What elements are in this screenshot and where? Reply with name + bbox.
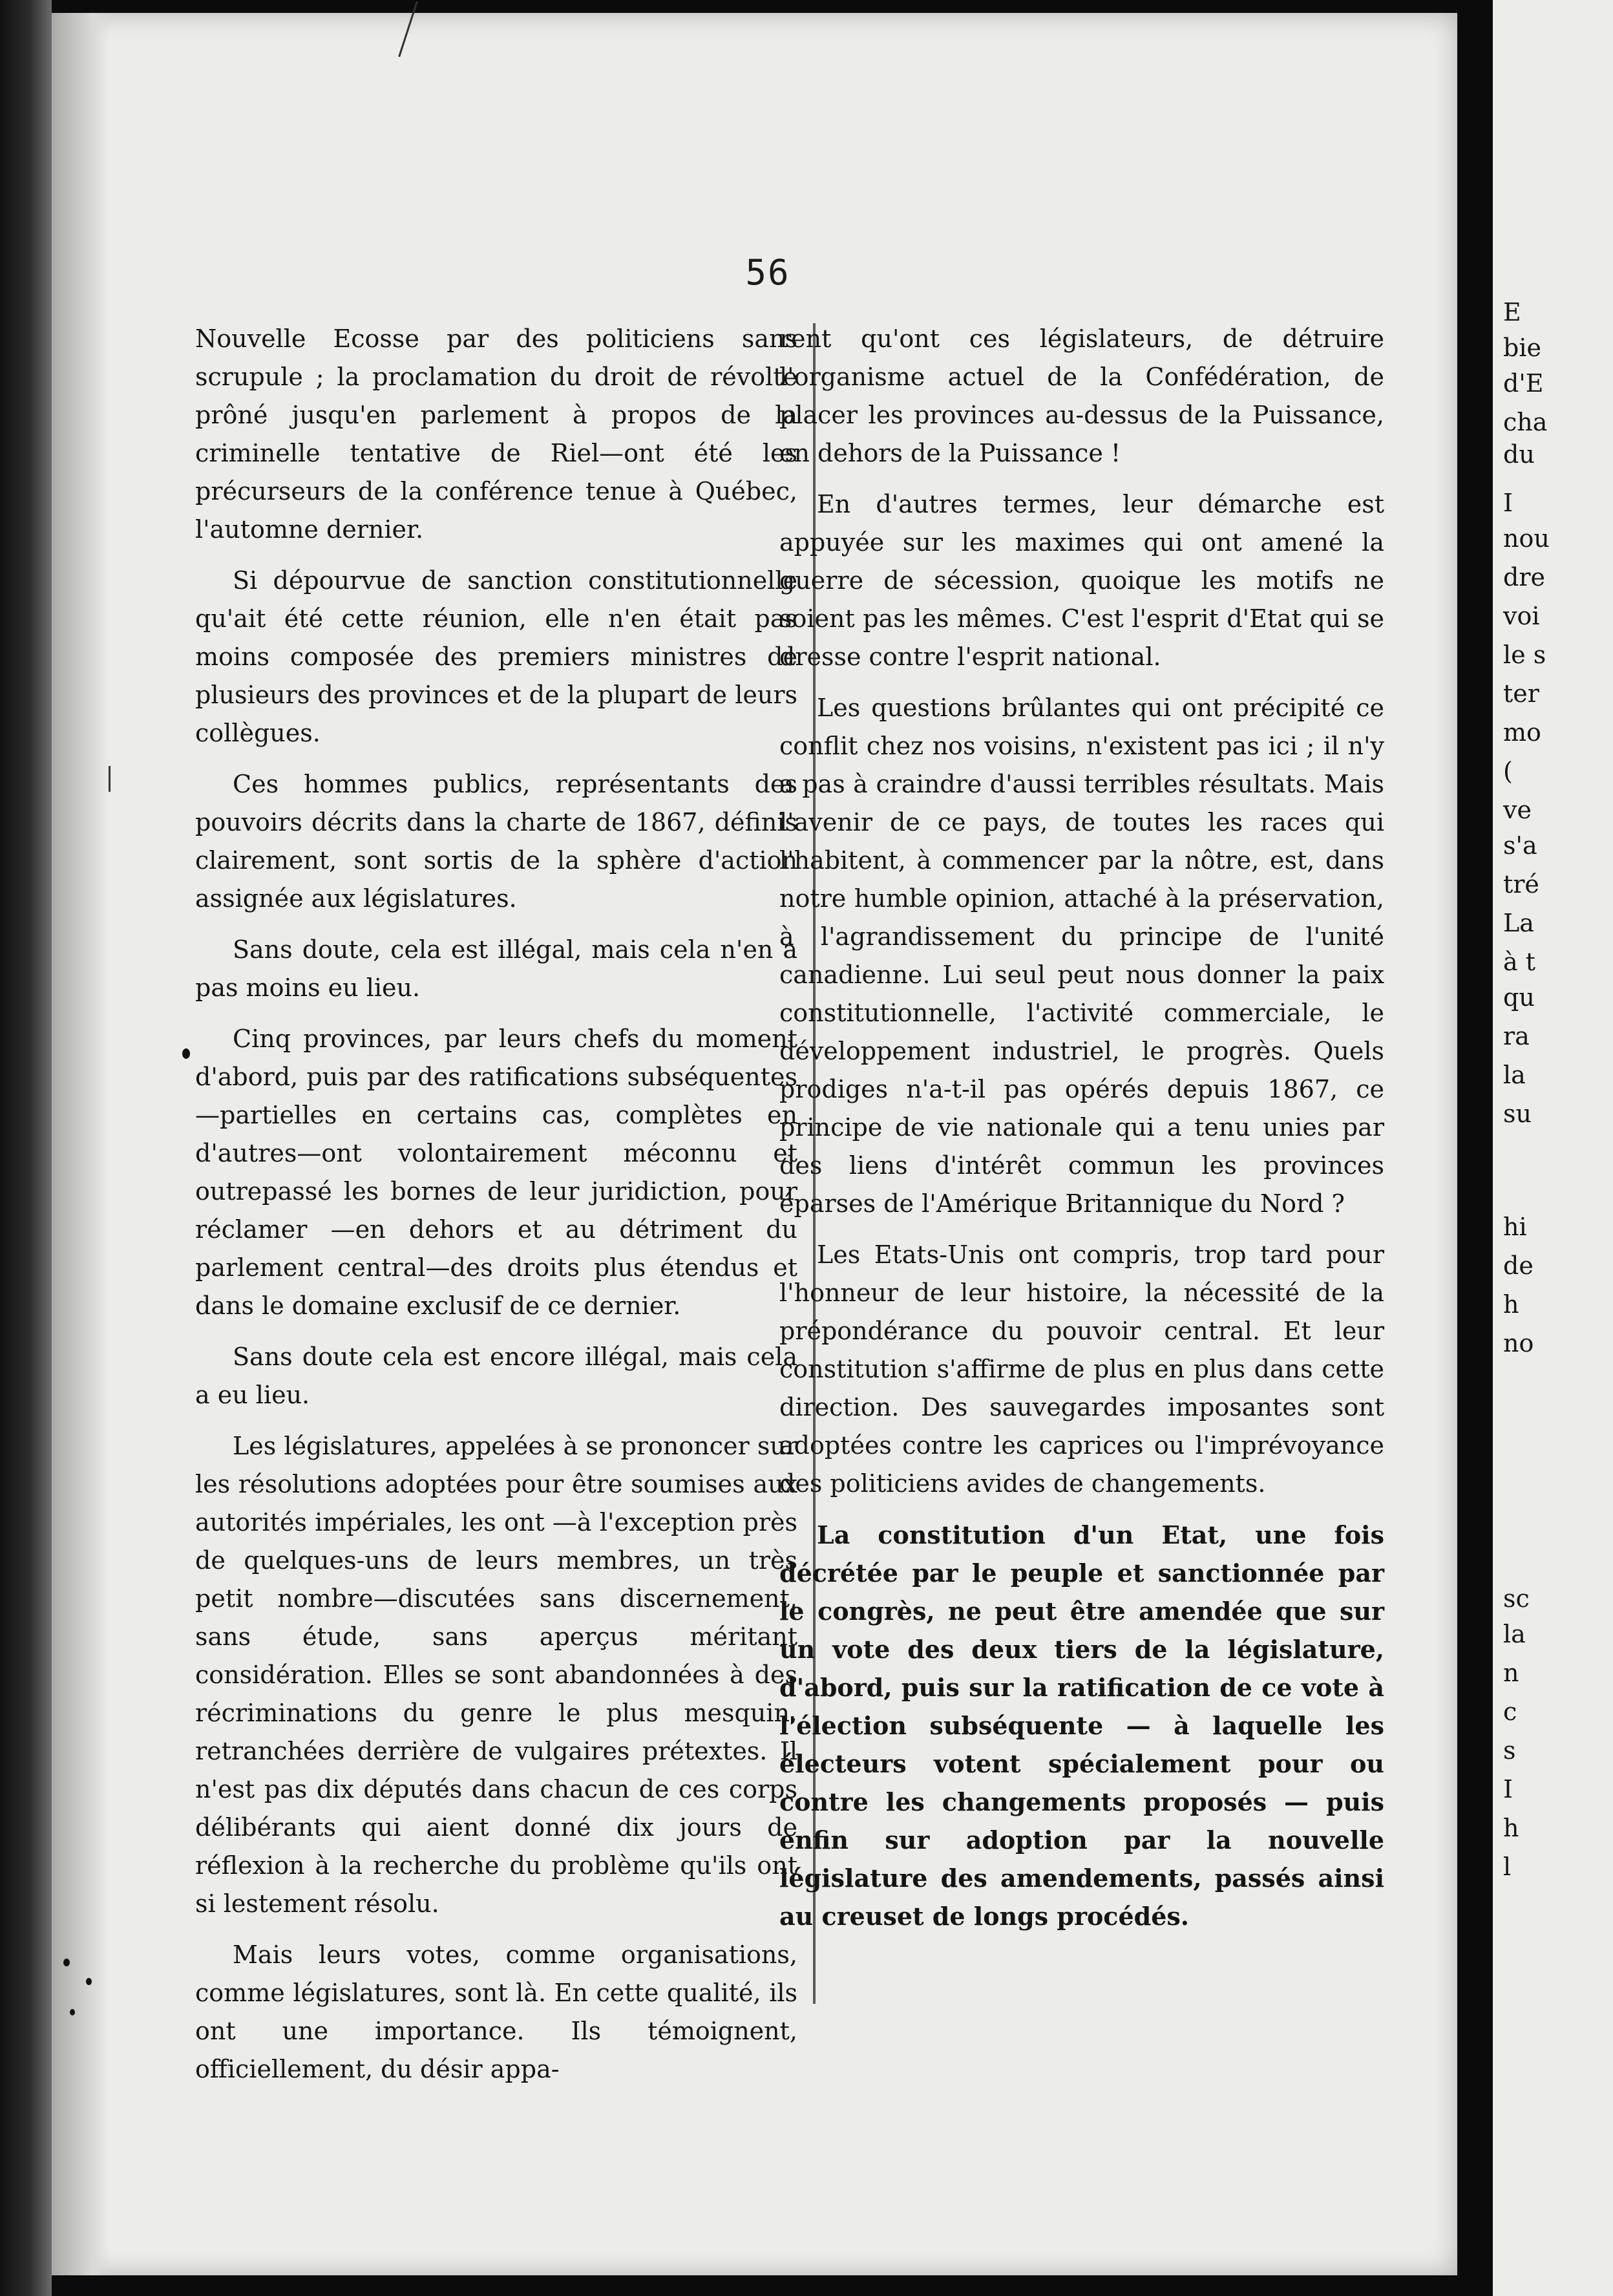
adjacent-page-fragment: dre [1503,563,1545,591]
paragraph: En d'autres termes, leur démarche est appuyée sur les maximes qui ont amené la guerre de sécession, quoique les motifs ne soient pas les mêmes. C'est l'esprit d'Etat qui se dresse contre l'esprit national. [779,490,1384,671]
ink-speck [63,1959,70,1966]
paragraph: Ces hommes publics, représentants des pouvoirs décrits dans la charte de 1867, définis clairement, sont sortis de la sphère d'action assignée aux législatures. [195,770,797,913]
adjacent-page-fragment: c [1503,1697,1517,1726]
adjacent-page-fragment: à t [1503,948,1536,976]
left-column [195,320,797,2101]
ink-speck [182,1048,190,1059]
adjacent-page-fragment: qu [1503,983,1535,1012]
adjacent-page [1493,0,1613,2296]
page-number: 56 [745,252,790,293]
adjacent-page-fragment: l [1503,1853,1512,1881]
adjacent-page-fragment: la [1503,1620,1526,1648]
adjacent-page-fragment: n [1503,1659,1519,1687]
paragraph: Cinq provinces, par leurs chefs du moment d'abord, puis par des ratifications subséquentes—partielles en certains cas, complètes en d'autres—ont volontairement méconnu et outrepassé les bornes de leur juridiction, pour réclamer —en dehors et au détriment du parlement central—des droits plus étendus et dans le domaine exclusif de ce dernier. [195,1025,797,1320]
adjacent-page-fragment: su [1503,1100,1532,1128]
adjacent-page-fragment: voi [1503,602,1540,630]
paragraph: Les Etats-Unis ont compris, trop tard pour l'honneur de leur histoire, la nécessité de la prépondérance du pouvoir central. Et leur constitution s'affirme de plus en plus dans cette direction. Des sauvegardes imposantes sont adoptées contre les caprices ou l'imprévoyance des politiciens avides de changements. [779,1240,1384,1498]
adjacent-page-fragment: I [1503,1775,1513,1803]
adjacent-page-fragment: s [1503,1736,1516,1765]
adjacent-page-text [1499,0,1613,2296]
paragraph: Nouvelle Ecosse par des politiciens sans scrupule ; la proclamation du droit de révolte prôné jusqu'en parlement à propos de la criminelle tentative de Riel—ont été les précurseurs de la conférence tenue à Québec, l'automne dernier. [195,324,797,544]
ink-speck [70,2009,75,2015]
adjacent-page-fragment: d'E [1503,369,1544,398]
adjacent-page-fragment: no [1503,1329,1534,1357]
adjacent-page-fragment: h [1503,1814,1519,1842]
adjacent-page-fragment: le s [1503,641,1546,669]
adjacent-page-fragment: hi [1503,1213,1527,1241]
adjacent-page-fragment: bie [1503,334,1541,362]
adjacent-page-fragment: s'a [1503,831,1537,860]
adjacent-page-fragment: tré [1503,870,1539,898]
paragraph: Sans doute, cela est illégal, mais cela n'en a pas moins eu lieu. [195,935,797,1002]
adjacent-page-fragment: cha [1503,408,1548,436]
adjacent-page-fragment: de [1503,1251,1534,1280]
paragraph: Sans doute cela est encore illégal, mais cela a eu lieu. [195,1343,797,1409]
adjacent-page-fragment: sc [1503,1584,1530,1613]
film-scratch [109,766,111,792]
adjacent-page-fragment: du [1503,440,1535,469]
adjacent-page-fragment: nou [1503,524,1550,553]
adjacent-page-fragment: mo [1503,718,1541,747]
paragraph: rent qu'ont ces législateurs, de détruire l'organisme actuel de la Confédération, de placer les provinces au-dessus de la Puissance, en dehors de la Puissance ! [779,324,1384,467]
paragraph: Les législatures, appelées à se prononcer sur les résolutions adoptées pour être soumises aux autorités impériales, les ont —à l'exception près de quelques-uns de leurs membres, un très petit nombre—discutées sans discernement, sans étude, sans aperçus méritant considération. Elles se sont abandonnées à des récriminations du genre le plus mesquin, retranchées derrière de vulgaires prétextes. Il n'est pas dix députés dans chacun de ces corps délibérants qui aient donné dix jours de réflexion à la recherche du problème qu'ils ont si lestement résolu. [195,1432,797,1918]
adjacent-page-fragment: La [1503,909,1534,937]
paragraph: Mais leurs votes, comme organisations, comme législatures, sont là. En cette qualité, ils ont une importance. Ils témoignent, officiellement, du désir appa- [195,1940,797,2083]
paragraph: Les questions brûlantes qui ont précipité ce conflit chez nos voisins, n'existent pas ici ; il n'y a pas à craindre d'aussi terribles résultats. Mais l'avenir de ce pays, de toutes les races qui l'habitent, à commencer par la nôtre, est, dans notre humble opinion, attaché à la préservation, à l'agrandissement du principe de l'unité canadienne. Lui seul peut nous donner la paix constitutionnelle, l'activité commerciale, le développement industriel, le progrès. Quels prodiges n'a-t-il pas opérés depuis 1867, ce principe de vie nationale qui a tenu unies par des liens d'intérêt commun les provinces éparses de l'Amérique Britannique du Nord ? [779,694,1384,1218]
paragraph: La constitution d'un Etat, une fois décrétée par le peuple et sanctionnée par le congrès, ne peut être amendée que sur un vote des deux tiers de la législature, d'abord, puis sur la ratification de ce vote à l'élection subséquente — à laquelle les électeurs votent spécialement pour ou contre les changements proposés — puis enfin sur adoption par la nouvelle législature des amendements, passés ainsi au creuset de longs procédés. [779,1520,1384,1931]
adjacent-page-fragment: la [1503,1061,1526,1089]
adjacent-page-fragment: I [1503,489,1513,517]
page-gutter [1457,0,1493,2296]
adjacent-page-fragment: ra [1503,1022,1530,1050]
adjacent-page-fragment: h [1503,1290,1519,1319]
adjacent-page-fragment: ter [1503,679,1539,708]
ink-speck [86,1978,92,1985]
film-edge [0,0,52,2296]
adjacent-page-fragment: ( [1503,757,1513,785]
adjacent-page-fragment: E [1503,298,1521,326]
right-column [779,320,1384,1948]
paragraph: Si dépourvue de sanction constitutionnelle qu'ait été cette réunion, elle n'en était pas moins composée des premiers ministres de plusieurs des provinces et de la plupart de leurs collègues. [195,566,797,747]
adjacent-page-fragment: ve [1503,796,1532,824]
page-shadow [52,13,110,2275]
